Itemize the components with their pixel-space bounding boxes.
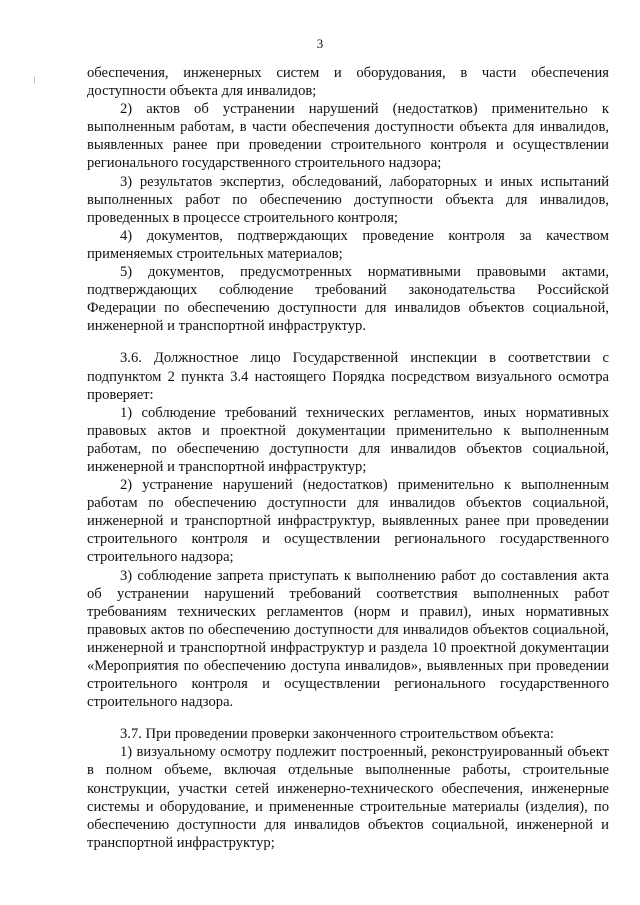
paragraph-continuation: обеспечения, инженерных систем и оборудования, в части обеспечения доступности объекта для инвалидов; — [87, 65, 609, 100]
paragraph-section-3-7: 3.7. При проведении проверки законченного строительством объекта: — [120, 726, 554, 743]
paragraph-3-7-item-1: 1) визуальному осмотру подлежит построенный, реконструированный объект в полном объеме, включая отдельные выполненные работы, строительные конструкции, участки сетей инженерно-технического обеспечения, инженерные системы и оборудование, и примененные строительные материалы (изделия), по обеспечению доступности для инвалидов объектов социальной, инженерной и транспортной инфраструктур; — [87, 744, 609, 851]
paragraph-item-2-acts: 2) актов об устранении нарушений (недостатков) применительно к выполненным работам, в части обеспечения доступности объекта для инвалидов, выявленных ранее при проведении строительного контроля и осуществлении регионального государственного строительного надзора; — [87, 101, 609, 172]
paragraph-3-6-item-2: 2) устранение нарушений (недостатков) применительно к выполненным работам по обеспечению доступности для инвалидов объектов социальной, инженерной и транспортной инфраструктур, выявленных ранее при проведении строительного контроля и осуществлении регионального государственного строительного надзора; — [87, 477, 609, 566]
paragraph-item-5-documents: 5) документов, предусмотренных нормативными правовыми актами, подтверждающих соблюдение требований законодательства Российской Федерации по обеспечению доступности для инвалидов объектов социальной, инженерной и транспортной инфраструктур. — [87, 264, 609, 335]
page-number: 3 — [316, 36, 324, 51]
document-body — [87, 64, 609, 852]
paragraph-3-6-item-3: 3) соблюдение запрета приступать к выполнению работ до составления акта об устранении нарушений требований соответствия выполненных работ требованиям технических регламентов (норм и правил), иных нормативных правовых актов по обеспечению доступности для инвалидов объектов социальной, инженерной и транспортной инфраструктур и раздела 10 проектной документации «Мероприятия по обеспечению доступа инвалидов», выявленных при проведении строительного контроля и осуществлении регионального государственного строительного надзора. — [87, 567, 609, 711]
paragraph-3-6-item-1: 1) соблюдение требований технических регламентов, иных нормативных правовых актов и проектной документации применительно к выполненным работам, по обеспечению доступности для инвалидов объектов социальной, инженерной и транспортной инфраструктур; — [87, 404, 609, 475]
paragraph-section-3-6: 3.6. Должностное лицо Государственной инспекции в соответствии с подпунктом 2 пункта 3.4 настоящего Порядка посредством визуального осмотра проверяет: — [87, 350, 609, 403]
paragraph-item-3-expertise: 3) результатов экспертиз, обследований, лабораторных и иных испытаний выполненных работ по обеспечению доступности объекта для инвалидов, проведенных в процессе строительного контроля; — [87, 173, 609, 226]
paragraph-item-4-documents: 4) документов, подтверждающих проведение контроля за качеством применяемых строительных материалов; — [87, 227, 609, 262]
scan-artifact — [34, 76, 35, 84]
